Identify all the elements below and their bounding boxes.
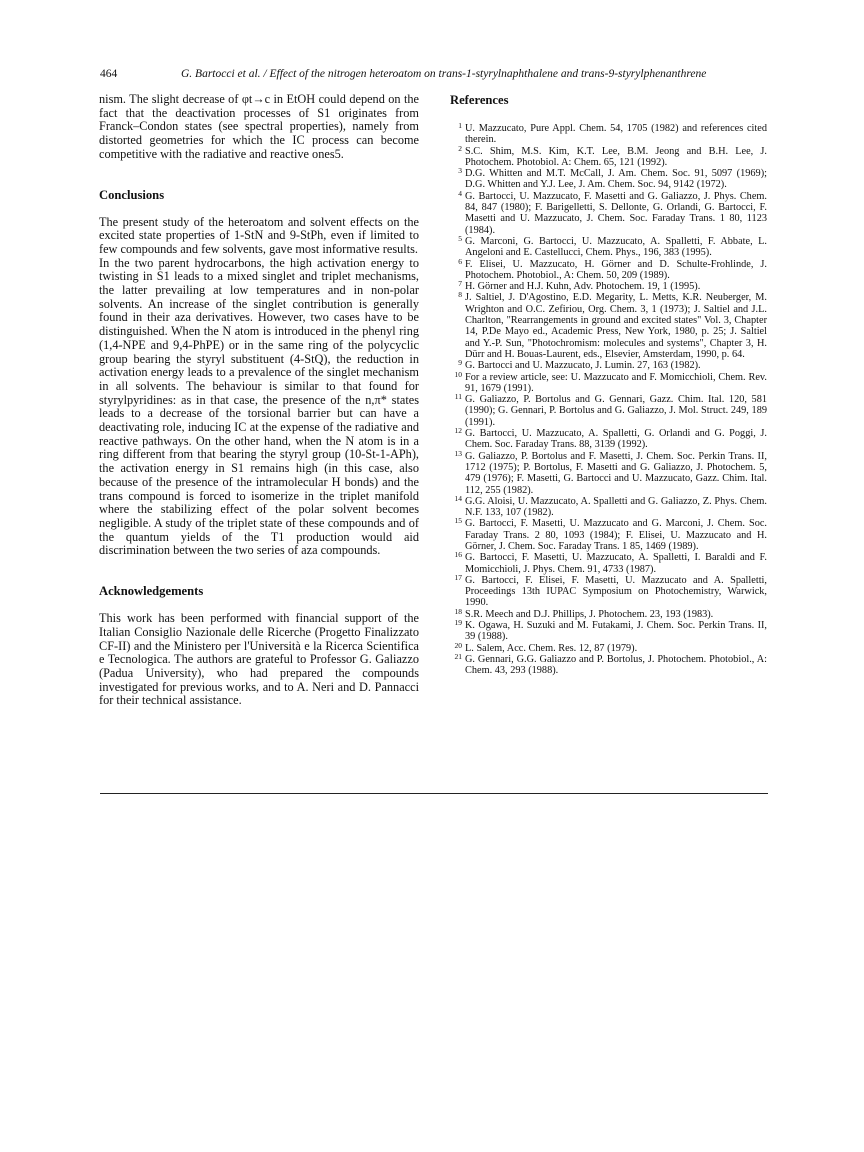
reference-text: G. Marconi, G. Bartocci, U. Mazzucato, A. Spalletti, F. Abbate, L. Angeloni and E. Castellucci, Chem. Phys., 196, 383 (1995). bbox=[465, 235, 767, 259]
reference-number: 1 bbox=[458, 121, 462, 130]
acknowledgements-heading: Acknowledgements bbox=[99, 584, 204, 599]
reference-number: 4 bbox=[458, 188, 462, 198]
reference-text: G. Galiazzo, P. Bortolus and F. Masetti, J. Chem. Soc. Perkin Trans. II, 1712 (1975); P. Bortolus, F. Masetti and G. Galiazzo, J. Photochem. 5, 479 (1976); F. Masetti, G. Bartocci and U. Mazzucato, Gazz. Chim. Ital. 112, 255 (1982). bbox=[465, 450, 767, 496]
reference-text: G. Bartocci, F. Elisei, F. Masetti, U. Mazzucato and A. Spalletti, Proceedings 13th IUPAC Symposium on Photochemistry, Warwick, 1990. bbox=[465, 574, 767, 609]
reference-number: 9 bbox=[458, 358, 462, 368]
reference-number: 11 bbox=[454, 392, 462, 402]
reference-number: 17 bbox=[454, 572, 462, 582]
reference-number: 7 bbox=[458, 279, 462, 289]
reference-text: G. Bartocci, U. Mazzucato, F. Masetti and G. Galiazzo, J. Phys. Chem. 84, 847 (1980); F. Barigelletti, S. Dellonte, G. Orlandi, G. Bartocci, F. Masetti and U. Mazzucato, J. Chem. Soc. Faraday Trans. 1 80, 1123 (1984). bbox=[465, 190, 767, 236]
reference-item bbox=[450, 493, 767, 519]
reference-item bbox=[450, 394, 767, 428]
reference-text: S.C. Shim, M.S. Kim, K.T. Lee, B.M. Jeong and B.H. Lee, J. Photochem. Photobiol. A: Chem. 65, 121 (1992). bbox=[465, 145, 767, 168]
references-heading: References bbox=[450, 93, 509, 107]
reference-number: 10 bbox=[454, 369, 462, 379]
left-column bbox=[99, 93, 419, 708]
reference-text: G. Bartocci, F. Masetti, U. Mazzucato, A. Spalletti, I. Baraldi and F. Momicchioli, J. Phys. Chem. 91, 4733 (1987). bbox=[465, 552, 767, 575]
reference-text: K. Ogawa, H. Suzuki and M. Futakami, J. Chem. Soc. Perkin Trans. II, 39 (1988). bbox=[465, 620, 767, 643]
conclusions-paragraph-2: In the two parent hydrocarbons, the high activation energy to twisting in S1 leads to a mixed singlet and triplet mechanisms, the latter prevailing at low temperatures and in non-polar solvents. An increase of the singlet contribution is generally found in their aza derivatives. However, two cases have to be distinguished. When the N atom is introduced in the phenyl ring (1,4-NPE and 9,4-PhPE) or in the same ring of the polycyclic group bearing the styryl substituent (4-StQ), the reduction in activation energy leads to a prevalence of the singlet mechanism in all solvents. The behaviour is similar to that found for styrylpyridines: as in that case, the presence of the n,π* states leads to a decrease of the torsional barrier but can have a deactivating role, inducing IC at the expense of the radiative and reactive pathways. On the other hand, when the N atom is in a ring different from that bearing the styryl group (10-St-1-APh), the activation energy in S1 remains high (in this case, also because of the presence of the intramolecular H bonds) and the trans compound is forced to isomerize in the triplet manifold where the stabilizing effect of the polar solvent becomes negligible. A study of the triplet state of these compounds and of the quantum yields of the T1 production would aid discrimination between the two series of aza compounds. bbox=[99, 255, 419, 558]
reference-text: J. Saltiel, J. D'Agostino, E.D. Megarity, L. Metts, K.R. Neuberger, M. Wrighton and O.C. Zefiriou, Org. Chem. 3, 1 (1973); J. Saltiel and J.L. Charlton, "Rearrangements in ground and excited states" Vol. 3, Chapter 14, P.De Mayo ed., Academic Press, New York, 1980, p. 25; J. Saltiel and Y.-P. Sun, "Photochromism: molecules and systems", Chapter 3, H. Dürr and H. Bouas-Laurent, eds., Elsevier, Amsterdam, 1990, p. 64. bbox=[465, 292, 767, 360]
reference-item bbox=[450, 143, 767, 169]
reference-text: G. Bartocci, U. Mazzucato, A. Spalletti, G. Orlandi and G. Poggi, J. Chem. Soc. Faraday Trans. 88, 3139 (1992). bbox=[465, 428, 767, 451]
intro-paragraph: nism. The slight decrease of φt→c in EtOH could depend on the fact that the deactivation processes of S1 originates from Franck–Condon states (see spectral properties), namely from distorted geometries for which the IC process can become competitive with the radiative and reactive ones5. bbox=[99, 92, 419, 161]
reference-text: F. Elisei, U. Mazzucato, H. Görner and D. Schulte-Frohlinde, J. Photochem. Photobiol., A: Chem. 50, 209 (1989). bbox=[465, 258, 767, 281]
reference-number: 6 bbox=[458, 256, 462, 266]
reference-item bbox=[450, 518, 767, 552]
reference-item bbox=[450, 620, 767, 643]
reference-number: 15 bbox=[454, 516, 462, 526]
reference-item bbox=[450, 572, 767, 609]
reference-text: G.G. Aloisi, U. Mazzucato, A. Spalletti and G. Galiazzo, Z. Phys. Chem. N.F. 133, 107 (1982). bbox=[465, 495, 767, 519]
reference-text: G. Gennari, G.G. Galiazzo and P. Bortolus, J. Photochem. Photobiol., A: Chem. 43, 293 (1988). bbox=[465, 653, 767, 677]
reference-number: 14 bbox=[454, 493, 462, 503]
reference-item bbox=[450, 606, 767, 620]
conclusions-heading: Conclusions bbox=[99, 187, 165, 202]
reference-text: H. Görner and H.J. Kuhn, Adv. Photochem. 19, 1 (1995). bbox=[465, 281, 701, 293]
reference-text: For a review article, see: U. Mazzucato and F. Momicchioli, Chem. Rev. 91, 1679 (1991). bbox=[465, 371, 767, 394]
reference-item bbox=[450, 651, 767, 677]
reference-number: 18 bbox=[454, 606, 462, 616]
reference-item bbox=[450, 428, 767, 451]
reference-text: G. Bartocci and U. Mazzucato, J. Lumin. 27, 163 (1982). bbox=[465, 360, 701, 372]
reference-text: D.G. Whitten and M.T. McCall, J. Am. Chem. Soc. 91, 5097 (1969); D.G. Whitten and Y.J. Lee, J. Am. Chem. Soc. 94, 9142 (1972). bbox=[465, 168, 767, 191]
reference-number: 21 bbox=[454, 651, 462, 661]
reference-item bbox=[450, 281, 767, 292]
reference-number: 13 bbox=[454, 448, 462, 458]
reference-text: S.R. Meech and D.J. Phillips, J. Photochem. 23, 193 (1983). bbox=[465, 608, 714, 620]
reference-number: 5 bbox=[458, 233, 462, 243]
reference-list bbox=[450, 123, 767, 677]
page-header bbox=[100, 68, 768, 84]
reference-number: 19 bbox=[454, 618, 462, 628]
reference-text: G. Galiazzo, P. Bortolus and G. Gennari, Gazz. Chim. Ital. 120, 581 (1990); G. Gennari, P. Bortolus and G. Galiazzo, J. Mol. Struct. 249, 189 (1991). bbox=[465, 394, 767, 428]
running-title: G. Bartocci et al. / Effect of the nitrogen heteroatom on trans-1-styrylnaphthalene and trans-9-styrylphenanthrene bbox=[181, 68, 707, 80]
reference-number: 8 bbox=[458, 290, 462, 300]
reference-item bbox=[450, 552, 767, 575]
reference-item bbox=[450, 123, 767, 146]
page-number: 464 bbox=[100, 68, 118, 80]
reference-item bbox=[450, 292, 767, 360]
reference-number: 20 bbox=[454, 640, 462, 650]
reference-item bbox=[450, 640, 767, 654]
reference-number: 2 bbox=[458, 143, 462, 153]
reference-text: U. Mazzucato, Pure Appl. Chem. 54, 1705 (1982) and references cited therein. bbox=[465, 123, 767, 146]
reference-item bbox=[450, 360, 767, 371]
reference-item bbox=[450, 168, 767, 191]
bottom-rule bbox=[100, 793, 768, 794]
reference-item bbox=[450, 188, 767, 236]
reference-text: L. Salem, Acc. Chem. Res. 12, 87 (1979). bbox=[465, 642, 638, 654]
reference-number: 12 bbox=[454, 426, 462, 436]
reference-number: 3 bbox=[458, 166, 462, 176]
reference-item bbox=[450, 448, 767, 496]
reference-number: 16 bbox=[454, 550, 462, 560]
conclusions-paragraph-1: The present study of the heteroatom and solvent effects on the excited state properties of 1-StN and 9-StPh, even if limited to few compounds and few solvents, gave most informative results. bbox=[99, 214, 419, 256]
reference-item bbox=[450, 369, 767, 395]
reference-item bbox=[450, 256, 767, 282]
right-column bbox=[450, 93, 767, 677]
reference-item bbox=[450, 233, 767, 259]
acknowledgements-paragraph: This work has been performed with financial support of the Italian Consiglio Nazionale delle Ricerche (Progetto Finalizzato CF-II) and the Ministero per l'Università e la Ricerca Scientifica e Tecnologica. The authors are grateful to Professor G. Galiazzo (Padua University), who had prepared the compounds investigated for previous works, and to A. Neri and D. Pannacci for their technical assistance. bbox=[99, 611, 419, 708]
reference-text: G. Bartocci, F. Masetti, U. Mazzucato and G. Marconi, J. Chem. Soc. Faraday Trans. 2 80, 1093 (1984); F. Elisei, U. Mazzucato and H. Görner, J. Chem. Soc. Faraday Trans. 1 85, 1469 (1989). bbox=[465, 518, 767, 552]
